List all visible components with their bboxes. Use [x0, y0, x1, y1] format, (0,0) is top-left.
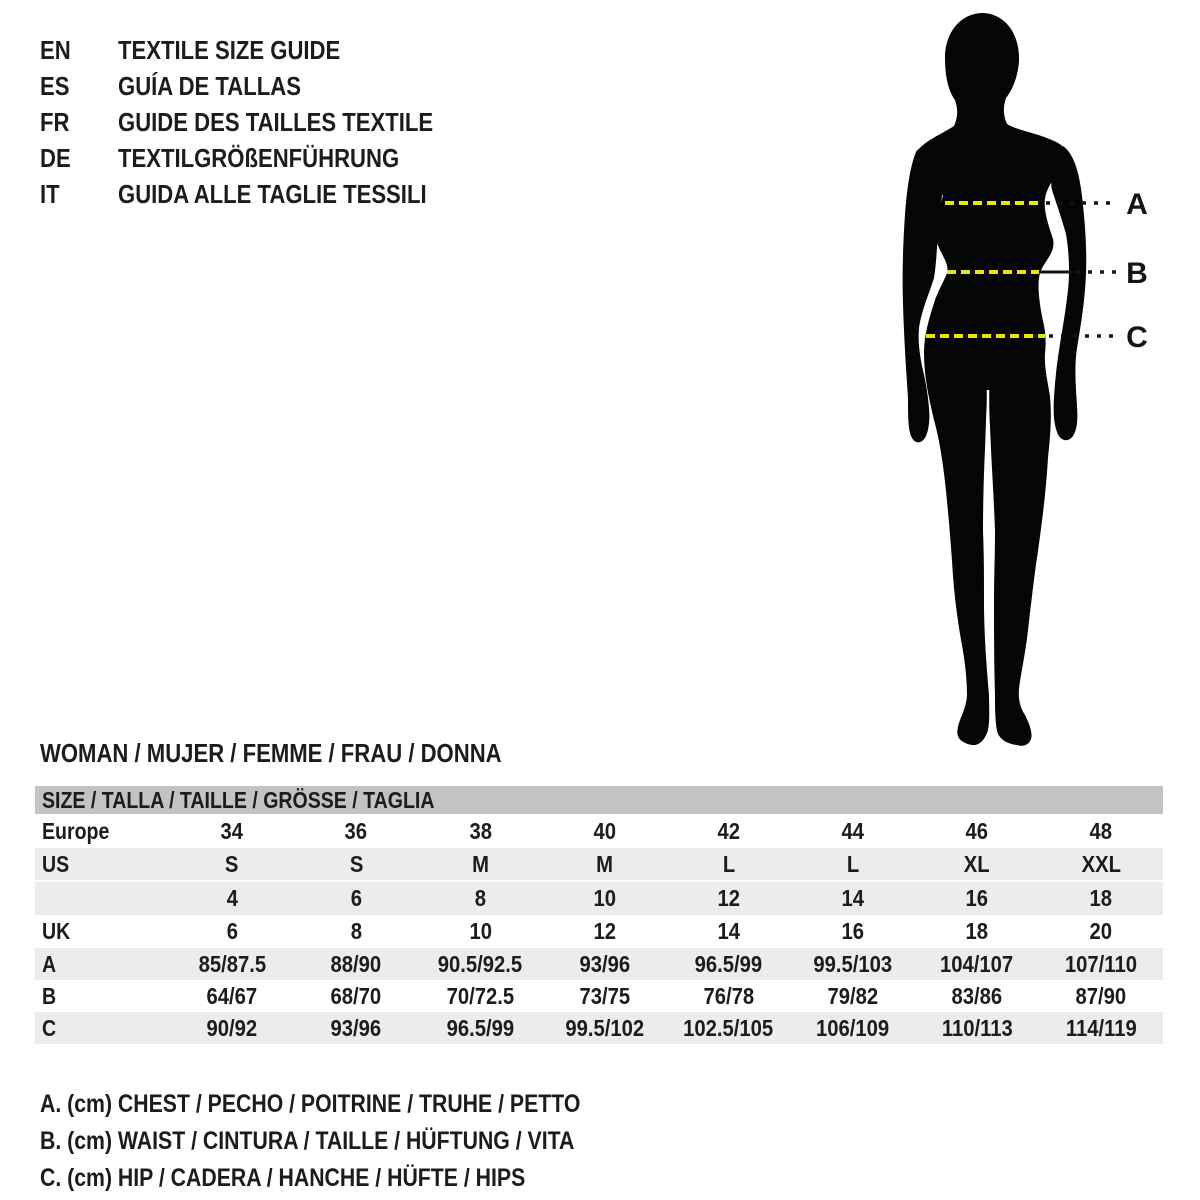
size-cell-text: 14 [717, 918, 740, 944]
marker-letter-a: A [1126, 188, 1148, 221]
size-cell-text: 93/96 [579, 950, 630, 977]
size-cell [294, 1015, 418, 1042]
size-cell [667, 918, 791, 945]
size-cell [915, 983, 1039, 1010]
size-cell [542, 951, 666, 978]
legend-line-hip [40, 1160, 676, 1197]
row-label-text: US [42, 850, 70, 877]
size-cell-text: S [225, 850, 239, 877]
table-row-europe [35, 814, 1163, 848]
language-label [118, 179, 489, 210]
size-cell-text: 44 [841, 817, 864, 844]
size-cell-text: 38 [469, 817, 492, 844]
size-cell-text: 102.5/105 [683, 1014, 774, 1041]
size-cell-text: XXL [1081, 850, 1121, 877]
size-cell-text: 8 [350, 918, 362, 944]
language-row-en [40, 32, 489, 68]
size-cell-text: 46 [965, 817, 989, 844]
size-cell-text: 40 [593, 817, 616, 844]
row-label-text: A [42, 950, 57, 977]
language-label [118, 71, 489, 102]
language-code-text: DE [40, 142, 71, 173]
size-cell-text: M [595, 850, 613, 877]
size-cell-text: 99.5/103 [813, 950, 893, 977]
size-cell [1039, 983, 1163, 1010]
size-cell-text: 99.5/102 [565, 1014, 644, 1041]
language-label-text: TEXTILGRÖßENFÜHRUNG [118, 142, 400, 173]
size-cell-text: 6 [350, 885, 362, 911]
size-cell-text: 68/70 [330, 982, 382, 1009]
language-list [40, 32, 489, 212]
size-cell [1039, 851, 1163, 878]
size-cell [542, 885, 666, 912]
row-label [35, 983, 170, 1010]
size-cell-text: 79/82 [827, 982, 879, 1009]
size-cell-text: 10 [593, 885, 616, 911]
language-code [40, 107, 118, 138]
size-cell [791, 885, 915, 912]
row-label [35, 1015, 170, 1042]
size-cell [170, 951, 294, 978]
row-label-text: C [42, 1014, 57, 1041]
legend-line-chest-text: A. (cm) CHEST / PECHO / POITRINE / TRUHE / PETTO [40, 1090, 581, 1118]
section-title [40, 738, 583, 769]
row-label [35, 818, 170, 845]
language-label-text: GUIDE DES TAILLES TEXTILE [118, 106, 434, 137]
size-cell [915, 851, 1039, 878]
size-table-header-text: SIZE / TALLA / TAILLE / GRÖSSE / TAGLIA [42, 786, 435, 813]
row-label-text: UK [42, 918, 71, 944]
size-cell-text: 42 [717, 817, 740, 844]
marker-letter-c: C [1126, 321, 1148, 354]
size-cell [542, 818, 666, 845]
table-row-us [35, 848, 1163, 882]
size-cell [542, 983, 666, 1010]
language-label-text: GUIDA ALLE TAGLIE TESSILI [118, 178, 427, 209]
language-label [118, 35, 489, 66]
size-cell-text: 16 [965, 885, 989, 911]
size-cell-text: 73/75 [579, 982, 630, 1009]
table-row-c [35, 1012, 1163, 1044]
size-cell [170, 983, 294, 1010]
size-cell-text: 48 [1089, 817, 1113, 844]
language-code-text: IT [40, 178, 60, 209]
size-cell-text: 18 [965, 918, 989, 944]
size-cell-text: 87/90 [1075, 982, 1127, 1009]
size-cell-text: 14 [841, 885, 864, 911]
size-cell [667, 851, 791, 878]
row-label [35, 918, 170, 945]
size-cell [915, 918, 1039, 945]
size-cell [418, 885, 542, 912]
size-cell-text: 93/96 [330, 1014, 382, 1041]
size-cell-text: 12 [593, 918, 616, 944]
size-cell-text: 96.5/99 [694, 950, 763, 977]
size-cell-text: 6 [226, 918, 238, 944]
language-row-fr [40, 104, 489, 140]
language-row-it [40, 176, 489, 212]
size-cell [915, 818, 1039, 845]
size-cell [1039, 818, 1163, 845]
language-label [118, 143, 489, 174]
size-cell-text: 106/109 [816, 1014, 890, 1041]
size-guide-figure [880, 0, 1200, 760]
size-cell-text: 83/86 [951, 982, 1003, 1009]
marker-letter-b: B [1126, 257, 1148, 290]
size-cell-text: L [722, 850, 735, 877]
language-code-text: ES [40, 70, 70, 101]
size-cell [170, 1015, 294, 1042]
size-cell [294, 818, 418, 845]
size-cell [915, 885, 1039, 912]
language-code-text: FR [40, 106, 70, 137]
size-cell [170, 851, 294, 878]
size-cell [542, 1015, 666, 1042]
size-cell-text: 107/110 [1064, 950, 1137, 977]
size-cell [170, 918, 294, 945]
woman-silhouette [916, 13, 1067, 746]
table-row-us-numeric [35, 882, 1163, 915]
language-code-text: EN [40, 34, 71, 65]
size-cell-text: 12 [717, 885, 740, 911]
row-label [35, 951, 170, 978]
language-code [40, 71, 118, 102]
size-cell [791, 918, 915, 945]
language-code [40, 35, 118, 66]
size-cell [791, 851, 915, 878]
language-row-de [40, 140, 489, 176]
legend-line-waist [40, 1123, 676, 1160]
table-row-uk [35, 915, 1163, 948]
size-cell [1039, 918, 1163, 945]
language-code [40, 143, 118, 174]
size-cell-text: S [349, 850, 363, 877]
size-cell [294, 951, 418, 978]
size-cell-text: 18 [1089, 885, 1113, 911]
size-cell [667, 818, 791, 845]
size-table-rows [35, 814, 1163, 1044]
size-cell-text: 88/90 [330, 950, 382, 977]
size-cell-text: 110/113 [941, 1014, 1013, 1041]
language-label-text: GUÍA DE TALLAS [118, 70, 301, 101]
size-cell-text: L [846, 850, 859, 877]
size-cell-text: 104/107 [940, 950, 1014, 977]
language-code [40, 179, 118, 210]
size-cell [418, 818, 542, 845]
size-cell [418, 1015, 542, 1042]
size-cell [418, 983, 542, 1010]
size-cell-text: 114/119 [1065, 1014, 1137, 1041]
size-cell-text: 64/67 [206, 982, 258, 1009]
row-label-text: Europe [42, 817, 110, 844]
legend-line-hip-text: C. (cm) HIP / CADERA / HANCHE / HÜFTE / HIPS [40, 1164, 526, 1192]
size-cell-text: 85/87.5 [198, 950, 266, 977]
section-title-text: WOMAN / MUJER / FEMME / FRAU / DONNA [40, 738, 502, 768]
table-row-b [35, 980, 1163, 1012]
size-cell-text: 16 [841, 918, 864, 944]
size-cell [294, 983, 418, 1010]
size-cell [791, 983, 915, 1010]
size-cell [294, 918, 418, 945]
size-cell-text: 70/72.5 [446, 982, 515, 1009]
language-label [118, 107, 489, 138]
table-row-a [35, 948, 1163, 980]
size-cell-text: 90.5/92.5 [438, 950, 523, 977]
size-cell [915, 1015, 1039, 1042]
size-cell-text: 90/92 [206, 1014, 258, 1041]
size-cell [294, 885, 418, 912]
size-cell [791, 818, 915, 845]
language-label-text: TEXTILE SIZE GUIDE [118, 34, 341, 65]
size-cell-text: 96.5/99 [446, 1014, 515, 1041]
size-cell [542, 851, 666, 878]
size-cell [667, 983, 791, 1010]
size-cell [667, 885, 791, 912]
size-cell [667, 1015, 791, 1042]
size-cell [1039, 885, 1163, 912]
measurement-legend [40, 1086, 676, 1197]
size-cell [418, 951, 542, 978]
size-cell-text: 10 [469, 918, 492, 944]
size-cell [294, 851, 418, 878]
size-cell-text: 76/78 [703, 982, 754, 1009]
row-label [35, 851, 170, 878]
size-cell-text: 8 [474, 885, 486, 911]
size-cell [170, 818, 294, 845]
size-cell [667, 951, 791, 978]
size-cell [418, 851, 542, 878]
size-cell-text: 34 [220, 817, 244, 844]
size-cell-text: 36 [344, 817, 368, 844]
size-cell [791, 951, 915, 978]
size-cell [915, 951, 1039, 978]
size-cell-text: 20 [1089, 918, 1113, 944]
row-label-text: B [42, 982, 57, 1009]
legend-line-chest [40, 1086, 676, 1123]
size-cell-text: M [471, 850, 489, 877]
row-label [35, 885, 170, 912]
legend-line-waist-text: B. (cm) WAIST / CINTURA / TAILLE / HÜFTUNG / VITA [40, 1127, 575, 1155]
size-cell-text: 4 [226, 885, 238, 911]
size-cell-text: XL [963, 850, 990, 877]
language-row-es [40, 68, 489, 104]
woman-right-arm [1051, 146, 1086, 440]
size-cell [418, 918, 542, 945]
size-table-header [35, 786, 1163, 814]
size-cell [542, 918, 666, 945]
size-cell [170, 885, 294, 912]
size-cell [1039, 951, 1163, 978]
size-table [35, 786, 1163, 1044]
size-cell [791, 1015, 915, 1042]
size-cell [1039, 1015, 1163, 1042]
